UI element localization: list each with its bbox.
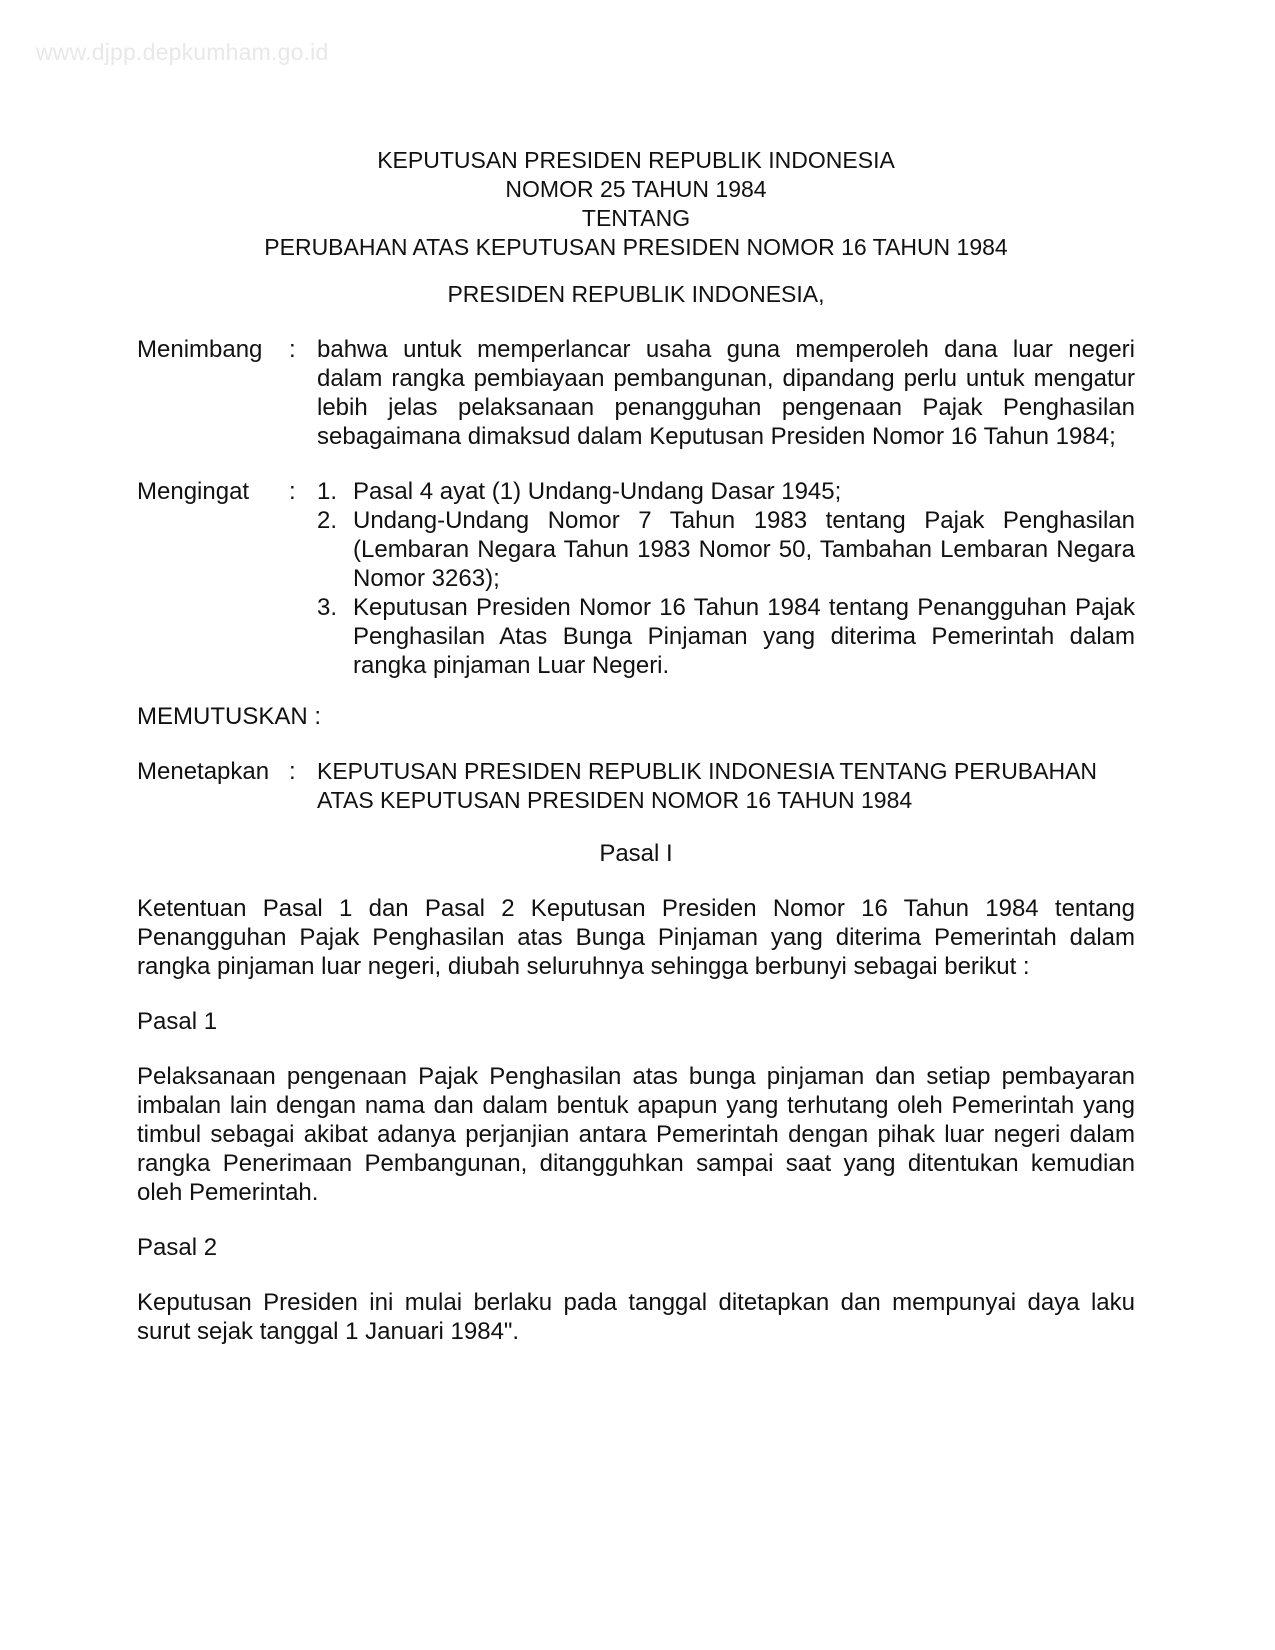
pasal-i-text: Ketentuan Pasal 1 dan Pasal 2 Keputusan Presiden Nomor 16 Tahun 1984 tentang Penangguhan Pajak Penghasilan atas Bunga Pinjaman yang diterima Pemerintah dalam rangka pinjaman luar negeri, diubah seluruhnya sehingga berbunyi sebagai berikut : <box>137 895 1135 980</box>
heading-line-4: PERUBAHAN ATAS KEPUTUSAN PRESIDEN NOMOR 16 TAHUN 1984 <box>264 234 1008 260</box>
menimbang-text: bahwa untuk memperlancar usaha guna memperoleh dana luar negeri dalam rangka pembiayaan pembangunan, dipandang perlu untuk mengatur lebih jelas pelaksanaan penangguhan pengenaan Pajak Penghasilan sebagaimana dimaksud dalam Keputusan Presiden Nomor 16 Tahun 1984; <box>317 336 1135 450</box>
menetapkan-label: Menetapkan <box>137 758 270 785</box>
document-page <box>137 146 1135 1346</box>
list-item <box>317 477 1135 506</box>
pasal-1-title: Pasal 1 <box>137 1008 218 1035</box>
menimbang-label: Menimbang <box>137 336 263 363</box>
list-item <box>317 593 1135 680</box>
list-item-text: Undang-Undang Nomor 7 Tahun 1983 tentang Pajak Penghasilan (Lembaran Negara Tahun 1983 Nomor 50, Tambahan Lembaran Negara Nomor 3263); <box>353 507 1135 592</box>
heading-line-1: KEPUTUSAN PRESIDEN REPUBLIK INDONESIA <box>377 147 895 173</box>
pasal-1-text: Pelaksanaan pengenaan Pajak Penghasilan atas bunga pinjaman dan setiap pembayaran imbalan lain dengan nama dan dalam bentuk apapun yang terhutang oleh Pemerintah yang timbul sebagai akibat adanya perjanjian antara Pemerintah dengan pihak luar negeri dalam rangka Penerimaan Pembangunan, ditangguhkan sampai saat yang ditentukan kemudian oleh Pemerintah. <box>137 1063 1135 1206</box>
list-item-number: 2. <box>317 507 338 534</box>
document-heading <box>137 146 1135 262</box>
pasal-i-title: Pasal I <box>599 840 673 867</box>
list-item-number: 3. <box>317 594 338 621</box>
menetapkan-text: KEPUTUSAN PRESIDEN REPUBLIK INDONESIA TENTANG PERUBAHAN ATAS KEPUTUSAN PRESIDEN NOMOR 16 TAHUN 1984 <box>317 758 1098 813</box>
memutuskan-label: MEMUTUSKAN : <box>137 703 322 730</box>
menimbang-section <box>137 335 1135 451</box>
list-item-text: Keputusan Presiden Nomor 16 Tahun 1984 tentang Penangguhan Pajak Penghasilan Atas Bunga Pinjaman yang diterima Pemerintah dalam rangka pinjaman Luar Negeri. <box>353 594 1135 679</box>
pasal-2-text: Keputusan Presiden ini mulai berlaku pada tanggal ditetapkan dan mempunyai daya laku surut sejak tanggal 1 Januari 1984". <box>137 1289 1135 1345</box>
menimbang-colon: : <box>289 336 296 363</box>
mengingat-colon: : <box>289 478 296 505</box>
mengingat-label: Mengingat <box>137 478 250 505</box>
heading-line-2: NOMOR 25 TAHUN 1984 <box>505 176 767 202</box>
mengingat-list <box>317 477 1135 680</box>
list-item-text: Pasal 4 ayat (1) Undang-Undang Dasar 1945; <box>353 478 842 505</box>
menetapkan-colon: : <box>289 758 296 785</box>
list-item <box>317 506 1135 593</box>
menetapkan-section <box>137 757 1135 815</box>
heading-line-3: TENTANG <box>581 205 691 231</box>
list-item-number: 1. <box>317 478 338 505</box>
watermark: www.djpp.depkumham.go.id <box>36 39 329 65</box>
mengingat-section <box>137 477 1135 680</box>
pasal-2-title: Pasal 2 <box>137 1234 218 1261</box>
president-title: PRESIDEN REPUBLIK INDONESIA, <box>447 281 825 307</box>
